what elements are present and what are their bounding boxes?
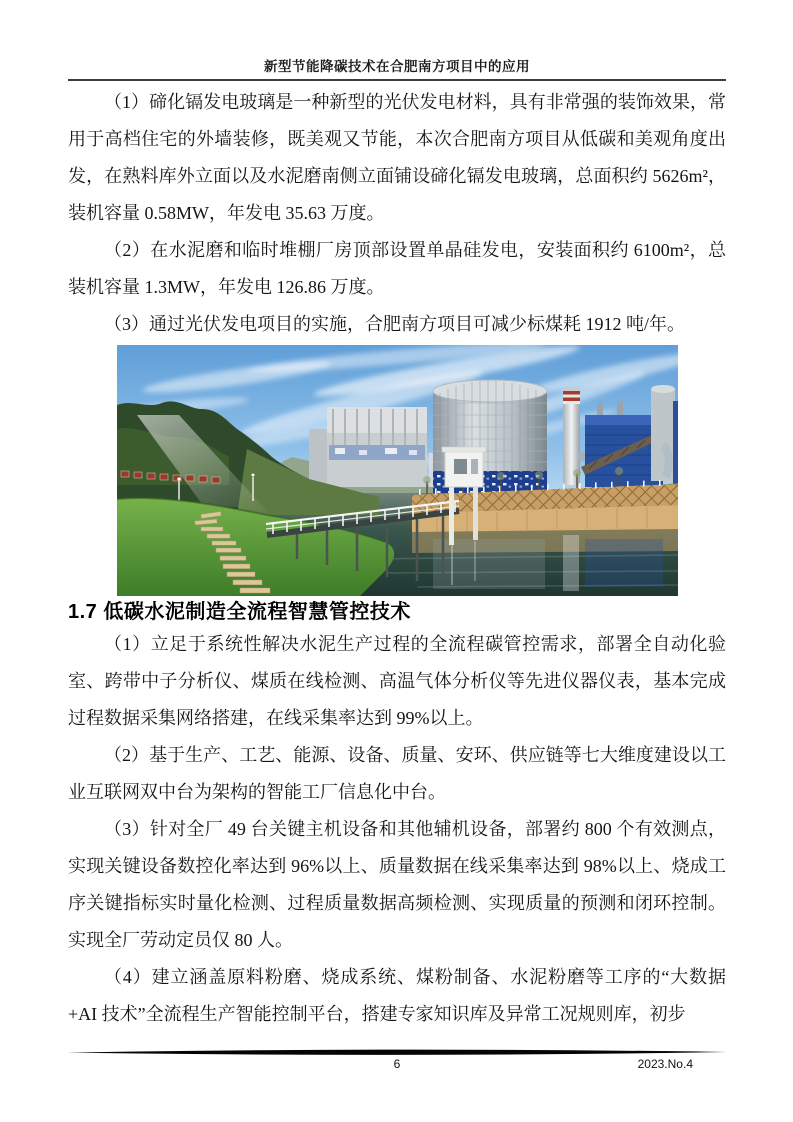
section-heading: 1.7 低碳水泥制造全流程智慧管控技术	[68, 601, 411, 623]
page-number: 6	[393, 1057, 401, 1071]
issue-label: 2023.No.4	[637, 1057, 693, 1071]
paragraph-section-3: （3）针对全厂 49 台关键主机设备和其他辅机设备，部署约 800 个有效测点，实现关键设备数控化率达到 96%以上、质量数据在线采集率达到 98%以上、烧成工序关键指标实时量化检测、过程质量数据高频检测、实现质量的预测和闭环控制。实现全厂劳动定员仅 80 人。	[68, 819, 726, 950]
page-header	[68, 58, 726, 81]
cement-plant-photo	[117, 345, 678, 596]
page-content	[68, 0, 726, 1033]
cement-plant-photo-illustration	[117, 345, 678, 596]
paragraph-intro-1: （1）碲化镉发电玻璃是一种新型的光伏发电材料，具有非常强的装饰效果，常用于高档住宅的外墙装修，既美观又节能，本次合肥南方项目从低碳和美观角度出发，在熟料库外立面以及水泥磨南侧立面铺设碲化镉发电玻璃，总面积约 5626m²，装机容量 0.58MW，年发电 35.63 万度。	[68, 92, 726, 223]
paragraph-section-1: （1）立足于系统性解决水泥生产过程的全流程碳管控需求，部署全自动化验室、跨带中子分析仪、煤质在线检测、高温气体分析仪等先进仪器仪表，基本完成过程数据采集网络搭建，在线采集率达到 99%以上。	[68, 634, 726, 728]
page-footer	[68, 1057, 726, 1073]
paragraph-intro-2: （2）在水泥磨和临时堆棚厂房顶部设置单晶硅发电，安装面积约 6100m²，总装机容量 1.3MW，年发电 126.86 万度。	[68, 240, 726, 297]
paragraph-section-2: （2）基于生产、工艺、能源、设备、质量、安环、供应链等七大维度建设以工业互联网双中台为架构的智能工厂信息化中台。	[68, 745, 726, 802]
paragraph-intro-3: （3）通过光伏发电项目的实施，合肥南方项目可减少标煤耗 1912 吨/年。	[104, 314, 685, 334]
body-text	[68, 84, 726, 1033]
header-title: 新型节能降碳技术在合肥南方项目中的应用	[264, 59, 530, 74]
footer-rule	[67, 1048, 727, 1057]
paragraph-section-4: （4）建立涵盖原料粉磨、烧成系统、煤粉制备、水泥粉磨等工序的“大数据+AI 技术”全流程生产智能控制平台，搭建专家知识库及异常工况规则库，初步	[68, 967, 726, 1024]
